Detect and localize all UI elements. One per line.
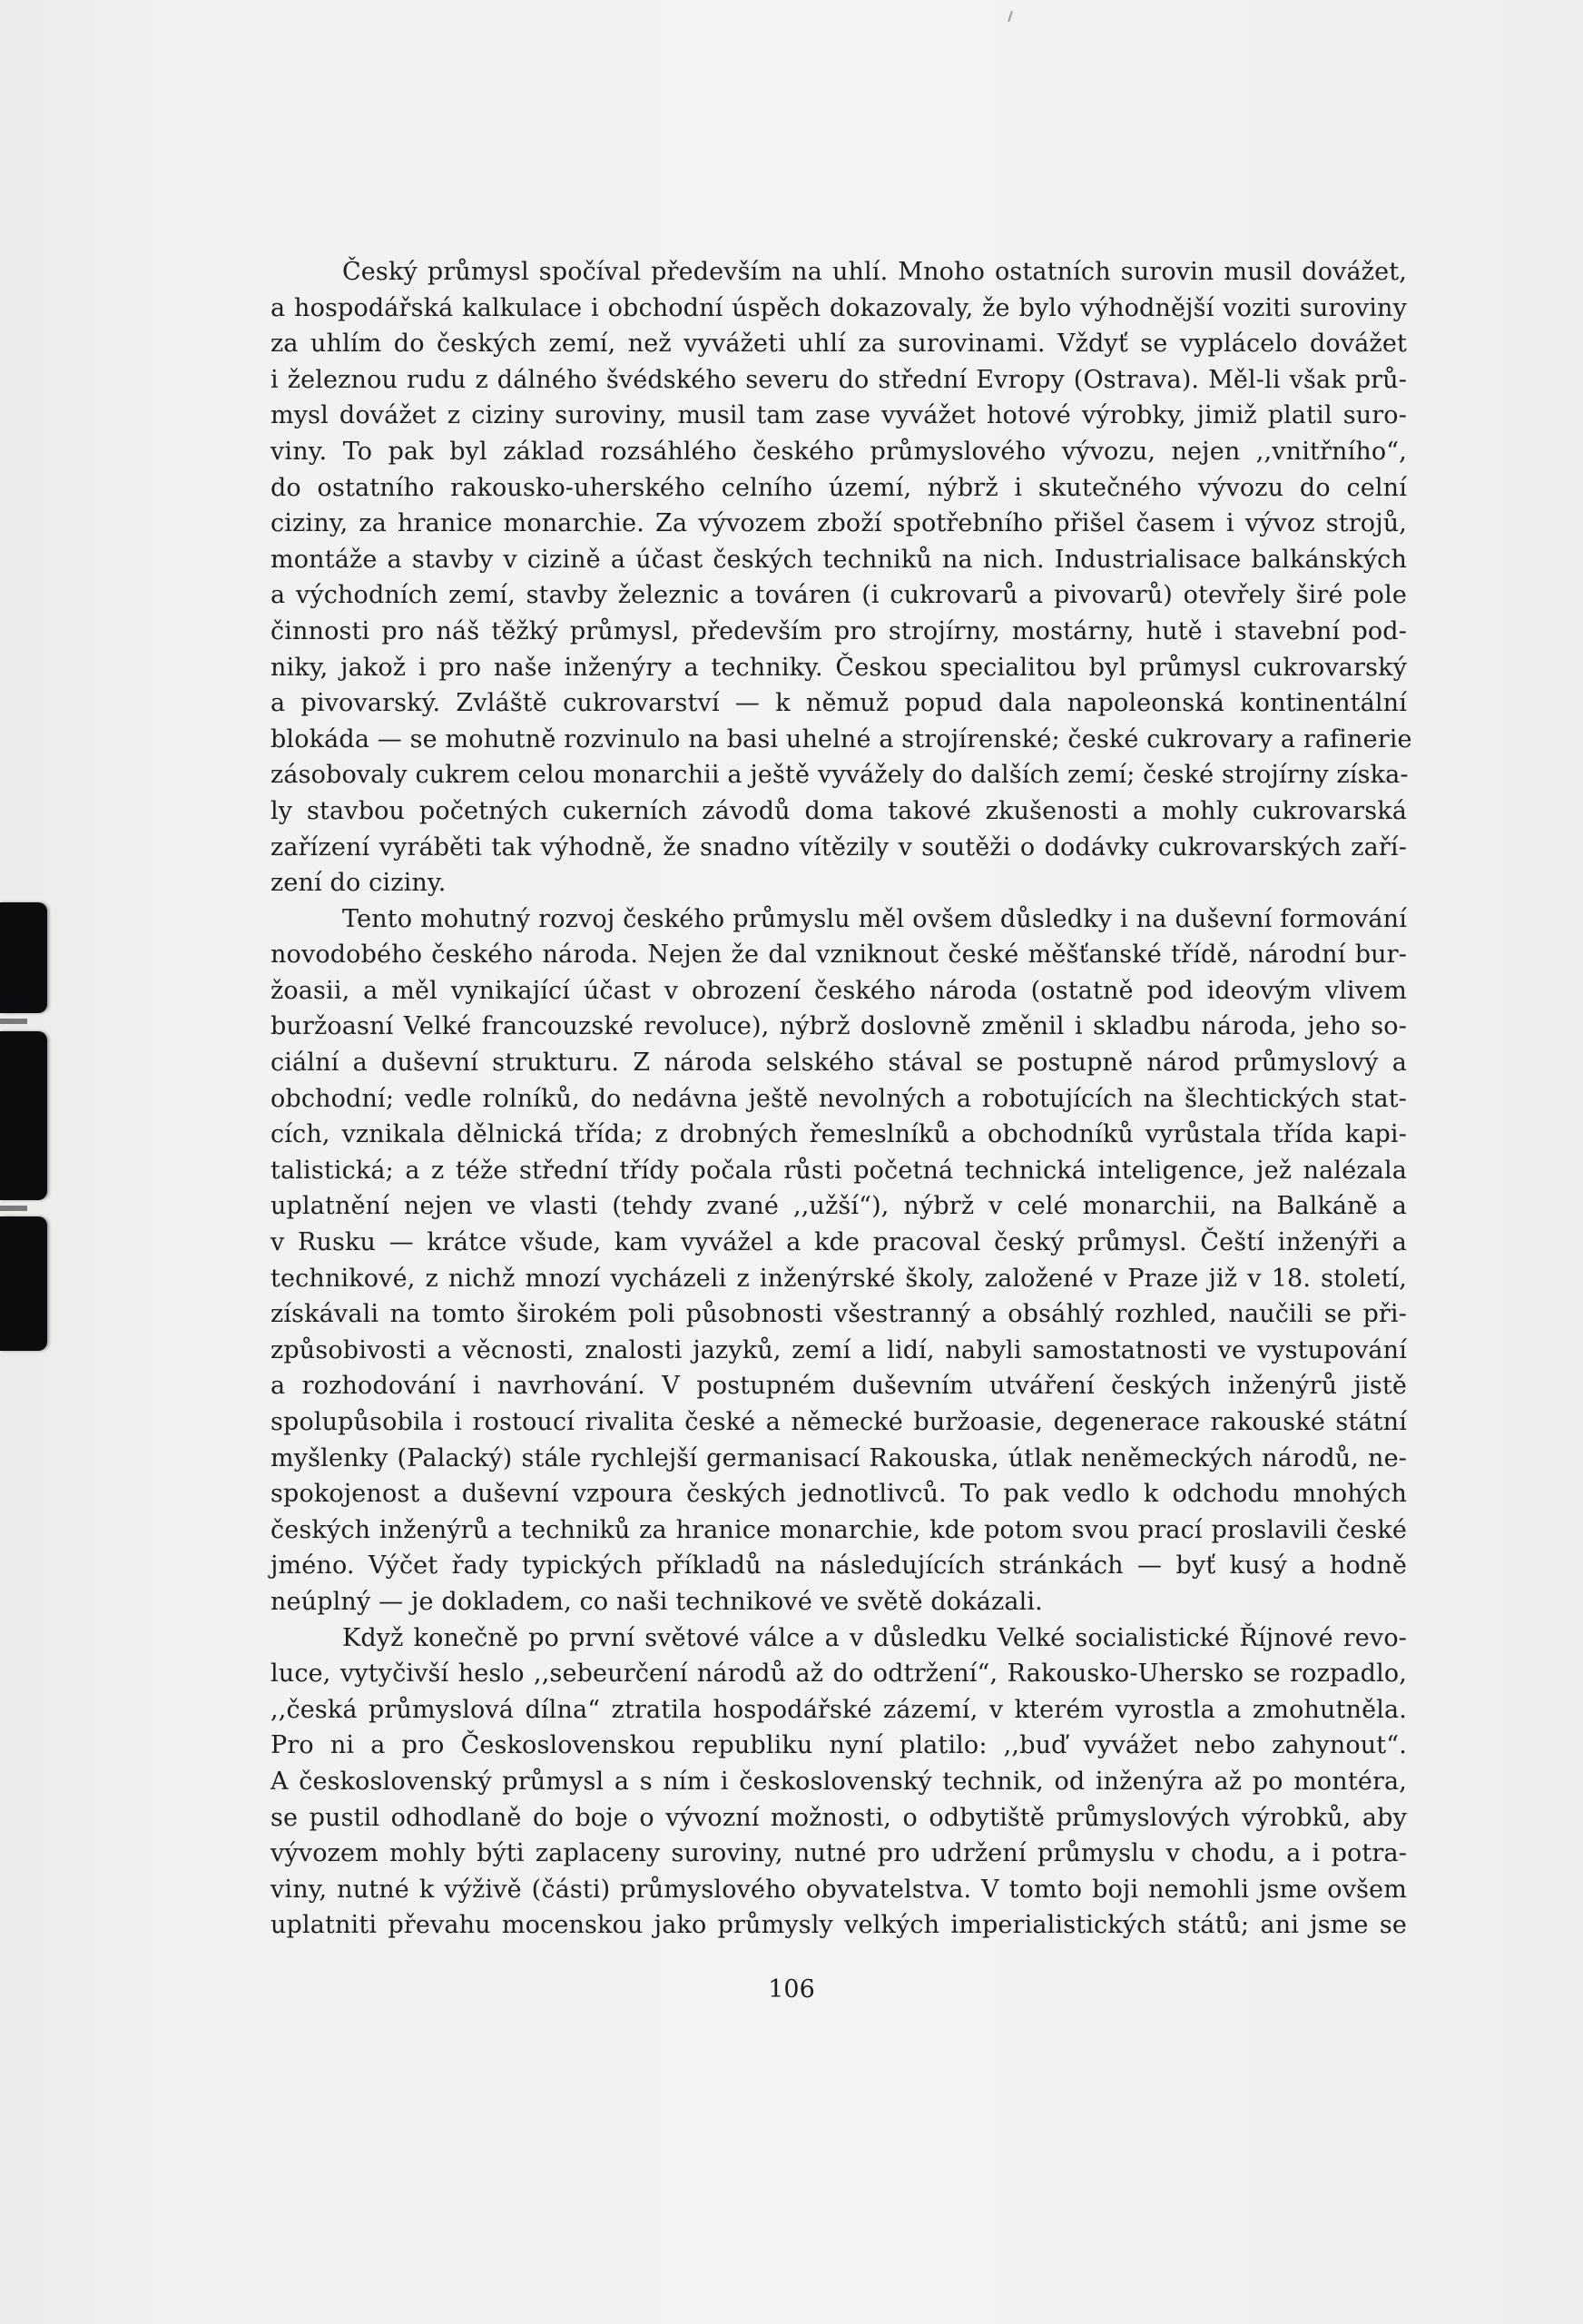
binding-gap bbox=[0, 1019, 27, 1024]
text-line: žoasii, a měl vynikající účast v obrození českého národa (ostatně pod ideovým vlivem bbox=[270, 976, 1407, 1005]
text-line: do ostatního rakousko-uherského celního území, nýbrž i skutečného vývozu do celní bbox=[270, 473, 1407, 502]
text-line: A československý průmysl a s ním i československý technik, od inženýra až po montéra, bbox=[270, 1767, 1407, 1796]
text-line: Pro ni a pro Československou republiku nyní platilo: ,,buď vyvážet nebo zahynout“. bbox=[270, 1731, 1407, 1760]
binding-clip-top bbox=[0, 902, 47, 1013]
text-line: blokáda — se mohutně rozvinulo na basi uhelné a strojírenské; české cukrovary a rafinerie bbox=[270, 724, 1412, 753]
text-line: uplatnění nejen ve vlasti (tehdy zvané ,,užší“), nýbrž v celé monarchii, na Balkáně a bbox=[270, 1192, 1407, 1221]
text-line: způsobivosti a věcnosti, znalosti jazyků, zemí a lidí, nabyli samostatnosti ve vystupování bbox=[270, 1335, 1407, 1364]
text-line: cích, vznikala dělnická třída; z drobných řemeslníků a obchodníků vyrůstala třída kapi- bbox=[270, 1120, 1407, 1149]
paragraph bbox=[270, 254, 1412, 901]
binding-clip-bottom bbox=[0, 1216, 47, 1351]
text-line: zařízení vyráběti tak výhodně, že snadno vítězily v soutěži o dodávky cukrovarských zaří- bbox=[270, 832, 1407, 862]
text-line: mysl dovážet z ciziny suroviny, musil tam zase vyvážet hotové výrobky, jimiž platil suro- bbox=[270, 401, 1407, 430]
text-line: činnosti pro náš těžký průmysl, především pro strojírny, mostárny, hutě i stavební pod- bbox=[270, 616, 1407, 645]
text-line: uplatniti převahu mocenskou jako průmysly velkých imperialistických států; ani jsme se bbox=[270, 1911, 1407, 1940]
text-line: talistická; a z téže střední třídy počala růsti početná technická inteligence, jež nalézala bbox=[270, 1156, 1407, 1185]
text-line: buržoasní Velké francouzské revoluce), nýbrž doslovně změnil i skladbu národa, jeho so- bbox=[270, 1012, 1407, 1041]
text-line: jméno. Výčet řady typických příkladů na následujících stránkách — byť kusý a hodně bbox=[270, 1551, 1407, 1581]
paragraph bbox=[270, 1620, 1407, 1944]
text-line: spokojenost a duševní vzpoura českých jednotlivců. To pak vedlo k odchodu mnohých bbox=[270, 1480, 1407, 1509]
text-line: se pustil odhodlaně do boje o vývozní možnosti, o odbytiště průmyslových výrobků, aby bbox=[270, 1803, 1407, 1832]
text-line: neúplný — je dokladem, co naši technikové ve světě dokázali. bbox=[270, 1587, 1043, 1616]
text-line: v Rusku — krátce všude, kam vyvážel a kde pracoval český průmysl. Čeští inženýři a bbox=[270, 1228, 1407, 1257]
text-line: Tento mohutný rozvoj českého průmyslu měl ovšem důsledky i na duševní formování bbox=[342, 904, 1407, 933]
text-line: a hospodářská kalkulace i obchodní úspěch dokazovaly, že bylo výhodnější voziti suroviny bbox=[270, 293, 1407, 322]
text-line: obchodní; vedle rolníků, do nedávna ještě nevolných a robotujících na šlechtických stat- bbox=[270, 1084, 1407, 1113]
text-line: a pivovarský. Zvláště cukrovarství — k němuž popud dala napoleonská kontinentální bbox=[270, 689, 1407, 718]
paragraph bbox=[270, 901, 1407, 1620]
pencil-mark bbox=[1008, 11, 1013, 22]
binding-clip-middle bbox=[0, 1031, 47, 1200]
page-number: 106 bbox=[768, 1975, 815, 2004]
text-line: spolupůsobila i rostoucí rivalita české a německé buržoasie, degenerace rakouské státní bbox=[270, 1408, 1407, 1436]
body-text bbox=[270, 254, 1412, 1944]
text-line: viny. To pak byl základ rozsáhlého českého průmyslového vývozu, nejen ,,vnitřního“, bbox=[270, 437, 1407, 466]
text-line: ly stavbou početných cukerních závodů doma takové zkušenosti a mohly cukrovarská bbox=[270, 796, 1407, 825]
text-line: českých inženýrů a techniků za hranice monarchie, kde potom svou prací proslavili české bbox=[270, 1515, 1407, 1544]
text-line: viny, nutné k výživě (části) průmyslového obyvatelstva. V tomto boji nemohli jsme ovšem bbox=[270, 1875, 1407, 1904]
text-line: Český průmysl spočíval především na uhlí. Mnoho ostatních surovin musil dovážet, bbox=[342, 258, 1407, 286]
text-line: vývozem mohly býti zaplaceny suroviny, nutné pro udržení průmyslu v chodu, a i potra- bbox=[270, 1839, 1407, 1868]
text-line: zásobovaly cukrem celou monarchii a ještě vyvážely do dalších zemí; české strojírny získa- bbox=[270, 761, 1409, 790]
text-line: a východních zemí, stavby železnic a továren (i cukrovarů a pivovarů) otevřely širé pole bbox=[270, 581, 1407, 610]
text-line: ciální a duševní strukturu. Z národa selského stával se postupně národ průmyslový a bbox=[270, 1049, 1407, 1078]
text-line: technikové, z nichž mnozí vycházeli z inženýrské školy, založené v Praze již v 18. století, bbox=[270, 1264, 1407, 1293]
text-line: ,,česká průmyslová dílna“ ztratila hospodářské zázemí, v kterém vyrostla a zmohutněla. bbox=[270, 1695, 1407, 1724]
binding-gap bbox=[0, 1206, 27, 1211]
text-line: ciziny, za hranice monarchie. Za vývozem zboží spotřebního přišel časem i vývoz strojů, bbox=[270, 509, 1407, 538]
text-line: zení do ciziny. bbox=[270, 869, 447, 898]
text-line: luce, vytyčivší heslo ,,sebeurčení národů až do odtržení“, Rakousko-Uhersko se rozpadlo, bbox=[270, 1659, 1407, 1689]
text-line: Když konečně po první světové válce a v důsledku Velké socialistické Říjnové revo- bbox=[342, 1623, 1407, 1652]
text-line: za uhlím do českých zemí, než vyvážeti uhlí za surovinami. Vždyť se vyplácelo dovážet bbox=[270, 330, 1407, 359]
text-line: niky, jakož i pro naše inženýry a techniky. Českou specialitou byl průmysl cukrovarský bbox=[270, 653, 1407, 682]
text-line: získávali na tomto širokém poli působnosti všestranný a obsáhlý rozhled, naučili se při- bbox=[270, 1300, 1407, 1329]
text-line: montáže a stavby v cizině a účast českých techniků na nich. Industrialisace balkánských bbox=[270, 545, 1407, 574]
text-line: myšlenky (Palacký) stále rychlejší germanisací Rakouska, útlak neněmeckých národů, ne- bbox=[270, 1443, 1407, 1472]
text-line: novodobého českého národa. Nejen že dal vzniknout české měšťanské třídě, národní bur- bbox=[270, 940, 1407, 970]
text-line: i železnou rudu z dálného švédského severu do střední Evropy (Ostrava). Měl-li však prů- bbox=[270, 365, 1407, 394]
text-line: a rozhodování i navrhování. V postupném duševním utváření českých inženýrů jistě bbox=[270, 1372, 1407, 1401]
